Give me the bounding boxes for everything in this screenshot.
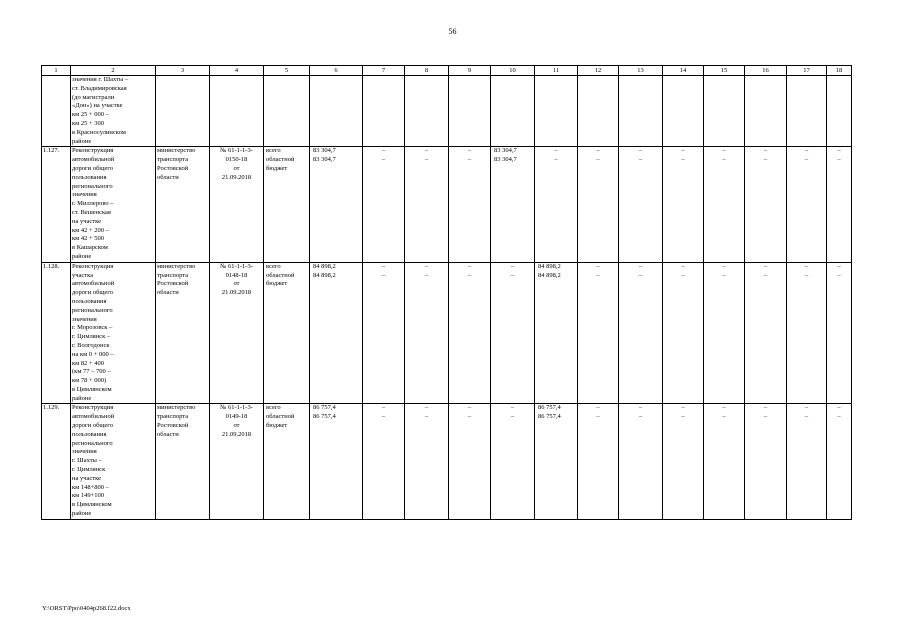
continuation-name-cell-line: (до магистрали <box>72 93 115 101</box>
amount-value: 83 304,7 <box>494 156 517 164</box>
amount-value: – <box>596 413 600 421</box>
empty-cell <box>787 76 827 147</box>
object-name-cell-line: км 149+100 <box>72 492 105 500</box>
amount-value: 83 304,7 <box>313 156 336 164</box>
expertise-conclusion-cell-line: 21.09.2018 <box>221 289 252 297</box>
object-name-cell-line: значения <box>72 191 97 199</box>
continuation-name-cell-line: в Красносулинском <box>72 128 126 136</box>
object-name-cell-line: на км 0 + 000 – <box>72 350 114 358</box>
amount-value: – <box>381 147 386 155</box>
column-header: 5 <box>264 66 310 76</box>
amount-value: – <box>596 262 600 270</box>
funding-source-cell-line: всего <box>266 147 281 155</box>
object-name-cell-line: г. Морозовск – <box>72 324 113 332</box>
expertise-conclusion-cell-line: № 61-1-1-3- <box>220 147 253 155</box>
amount-value: – <box>837 156 841 164</box>
expertise-conclusion-cell <box>210 404 264 519</box>
object-name-cell-line: дороги общего <box>72 164 114 172</box>
funding-source-cell-line: областной <box>266 156 295 164</box>
value-cell <box>704 404 745 519</box>
amount-value: – <box>722 413 726 421</box>
continuation-name-cell-line: км 25 + 300 <box>72 119 105 127</box>
object-name-cell-line: км 78 + 000) <box>72 377 107 385</box>
amount-value: – <box>763 156 768 164</box>
amount-value: – <box>467 413 472 421</box>
continuation-name-cell-line: ст. Владимировская <box>72 84 127 92</box>
value-cell <box>663 262 704 404</box>
responsible-executor-cell-line: области <box>157 289 179 297</box>
value-cell <box>405 147 449 262</box>
amount-value: – <box>510 404 515 412</box>
continuation-row <box>42 76 852 147</box>
amount-value: – <box>554 156 558 164</box>
amount-value: – <box>681 271 685 279</box>
amount-value: – <box>424 147 429 155</box>
amount-value: – <box>763 262 768 270</box>
object-name-cell-line: пользования <box>72 430 107 438</box>
expertise-conclusion-cell-line: от <box>233 422 240 430</box>
empty-cell <box>578 76 619 147</box>
funding-source-cell <box>264 147 310 262</box>
empty-cell <box>827 76 852 147</box>
footer-file-path: Y:\ORST\Ppo\0404p268.f22.docx <box>42 605 131 612</box>
amount-value: – <box>381 262 386 270</box>
column-header: 2 <box>71 66 156 76</box>
value-cell <box>663 404 704 519</box>
empty-cell <box>210 76 264 147</box>
value-cell <box>578 404 619 519</box>
amount-value: – <box>837 271 841 279</box>
amount-value: – <box>510 413 515 421</box>
amount-value: 86 757,4 <box>313 413 336 421</box>
amount-value: – <box>424 156 429 164</box>
header-row <box>42 66 852 76</box>
empty-cell <box>310 76 363 147</box>
amount-value: – <box>467 271 472 279</box>
object-name-cell-line: Реконструкция <box>72 262 114 270</box>
amount-value: – <box>596 271 600 279</box>
funding-source-cell-line: бюджет <box>266 280 288 288</box>
object-name-cell-line: (км 77 – 700 – <box>72 368 111 376</box>
amount-value: – <box>381 271 386 279</box>
amount-value: – <box>837 262 841 270</box>
responsible-executor-cell-line: Ростовской <box>157 422 189 430</box>
object-name-cell <box>71 262 156 404</box>
object-name-cell-line: г. Миллерово – <box>72 200 114 208</box>
responsible-executor-cell <box>156 404 210 519</box>
empty-cell <box>156 76 210 147</box>
responsible-executor-cell-line: министерство <box>157 147 196 155</box>
funding-source-cell-line: бюджет <box>266 422 288 430</box>
value-cell <box>619 404 663 519</box>
object-name-cell-line: пользования <box>72 297 107 305</box>
responsible-executor-cell-line: области <box>157 173 179 181</box>
value-cell <box>745 147 787 262</box>
value-cell <box>535 262 578 404</box>
object-name-cell-line: км 42 + 500 <box>72 235 105 243</box>
value-cell <box>787 404 827 519</box>
value-cell <box>310 404 363 519</box>
amount-value: – <box>837 404 841 412</box>
object-name-cell-line: пользования <box>72 173 107 181</box>
value-cell <box>663 147 704 262</box>
amount-value: – <box>763 147 768 155</box>
column-header: 10 <box>491 66 535 76</box>
expertise-conclusion-cell-line: от <box>233 280 240 288</box>
expertise-conclusion-cell-line: от <box>233 164 240 172</box>
amount-value: – <box>596 156 600 164</box>
amount-value: – <box>424 413 429 421</box>
expertise-conclusion-cell-line: № 61-1-1-3- <box>220 404 253 412</box>
object-name-cell-line: в Кашарском <box>72 244 108 252</box>
object-name-cell-line: км 148+800 – <box>72 483 109 491</box>
column-header: 15 <box>704 66 745 76</box>
empty-cell <box>704 76 745 147</box>
amount-value: – <box>681 262 685 270</box>
column-header: 1 <box>42 66 71 76</box>
amount-value: 84 898,2 <box>538 271 561 279</box>
amount-value: – <box>638 404 643 412</box>
amount-value: – <box>804 271 809 279</box>
page-number: 56 <box>448 27 457 36</box>
responsible-executor-cell-line: Ростовской <box>157 164 189 172</box>
table-row <box>42 147 852 262</box>
amount-value: – <box>467 156 472 164</box>
amount-value: – <box>681 413 685 421</box>
value-cell <box>405 262 449 404</box>
funding-source-cell <box>264 262 310 404</box>
column-header: 13 <box>619 66 663 76</box>
amount-value: 83 304,7 <box>313 147 336 155</box>
expertise-conclusion-cell-line: 0150-18 <box>225 156 248 164</box>
amount-value: – <box>638 413 643 421</box>
funding-source-cell-line: областной <box>266 413 295 421</box>
amount-value: – <box>638 271 643 279</box>
object-name-cell-line: в Цимлянском <box>72 385 112 393</box>
value-cell <box>310 147 363 262</box>
object-name-cell-line: км 42 + 200 – <box>72 226 109 234</box>
amount-value: – <box>804 262 809 270</box>
amount-value: – <box>638 262 643 270</box>
row-number-cell: 1.128. <box>42 262 71 404</box>
amount-value: – <box>804 404 809 412</box>
expertise-conclusion-cell-line: 21.09.2018 <box>221 430 252 438</box>
value-cell <box>449 147 491 262</box>
expertise-conclusion-cell-line: № 61-1-1-3- <box>220 262 253 270</box>
funding-source-cell-line: областной <box>266 271 295 279</box>
responsible-executor-cell-line: Ростовской <box>157 280 189 288</box>
amount-value: – <box>638 156 643 164</box>
column-header: 4 <box>210 66 264 76</box>
empty-cell <box>42 76 71 147</box>
row-number-cell: 1.129. <box>42 404 71 519</box>
expertise-conclusion-cell <box>210 147 264 262</box>
continuation-name-cell-line: «Дон») на участке <box>72 102 123 110</box>
amount-value: – <box>804 156 809 164</box>
value-cell <box>363 147 405 262</box>
amount-value: – <box>837 147 841 155</box>
value-cell <box>827 262 852 404</box>
column-header: 18 <box>827 66 852 76</box>
object-name-cell-line: автомобильной <box>72 413 115 421</box>
expertise-conclusion-cell-line: 0148-18 <box>225 271 248 279</box>
responsible-executor-cell-line: министерство <box>157 404 196 412</box>
empty-cell <box>535 76 578 147</box>
amount-value: – <box>722 271 726 279</box>
empty-cell <box>449 76 491 147</box>
value-cell <box>535 404 578 519</box>
amount-value: – <box>681 147 685 155</box>
amount-value: – <box>381 413 386 421</box>
amount-value: – <box>722 156 726 164</box>
object-name-cell-line: на участке <box>72 474 101 482</box>
value-cell <box>619 147 663 262</box>
object-name-cell-line: в Цимлянском <box>72 501 112 509</box>
value-cell <box>405 404 449 519</box>
object-name-cell <box>71 404 156 519</box>
amount-value: – <box>681 404 685 412</box>
funding-source-cell-line: всего <box>266 262 281 270</box>
object-name-cell-line: г. Цимлянск <box>72 466 106 474</box>
expertise-conclusion-cell-line: 21.09.2018 <box>221 173 252 181</box>
object-name-cell-line: значения <box>72 448 97 456</box>
amount-value: – <box>467 262 472 270</box>
amount-value: 86 757,4 <box>313 404 336 412</box>
amount-value: – <box>763 271 768 279</box>
responsible-executor-cell-line: транспорта <box>157 413 189 421</box>
object-name-cell-line: автомобильной <box>72 156 115 164</box>
amount-value: – <box>804 147 809 155</box>
object-name-cell-line: Реконструкция <box>72 147 114 155</box>
financing-table <box>41 65 852 520</box>
responsible-executor-cell <box>156 262 210 404</box>
column-header: 16 <box>745 66 787 76</box>
empty-cell <box>264 76 310 147</box>
column-header: 8 <box>405 66 449 76</box>
value-cell <box>310 262 363 404</box>
object-name-cell-line: г. Волгодонск <box>72 341 110 349</box>
value-cell <box>449 404 491 519</box>
amount-value: – <box>681 156 685 164</box>
amount-value: 84 898,2 <box>313 271 336 279</box>
empty-cell <box>663 76 704 147</box>
column-header: 3 <box>156 66 210 76</box>
object-name-cell-line: г. Шахты – <box>72 457 102 465</box>
object-name-cell-line: районе <box>72 252 92 260</box>
empty-cell <box>745 76 787 147</box>
funding-source-cell <box>264 404 310 519</box>
value-cell <box>827 404 852 519</box>
value-cell <box>578 262 619 404</box>
object-name-cell-line: автомобильной <box>72 280 115 288</box>
amount-value: – <box>510 271 515 279</box>
column-header: 6 <box>310 66 363 76</box>
amount-value: 83 304,7 <box>494 147 517 155</box>
amount-value: 84 898,2 <box>313 262 336 270</box>
value-cell <box>619 262 663 404</box>
column-header: 14 <box>663 66 704 76</box>
amount-value: – <box>638 147 643 155</box>
value-cell <box>787 147 827 262</box>
empty-cell <box>405 76 449 147</box>
value-cell <box>827 147 852 262</box>
continuation-name-cell-line: км 25 + 000 – <box>72 111 109 119</box>
responsible-executor-cell <box>156 147 210 262</box>
amount-value: – <box>424 271 429 279</box>
value-cell <box>449 262 491 404</box>
object-name-cell-line: на участке <box>72 217 101 225</box>
continuation-name-cell-line: значения г. Шахты – <box>72 76 129 83</box>
funding-source-cell-line: бюджет <box>266 164 288 172</box>
object-name-cell-line: дороги общего <box>72 422 114 430</box>
object-name-cell-line: регионального <box>72 182 113 190</box>
continuation-name-cell-line: районе <box>72 137 92 145</box>
object-name-cell <box>71 147 156 262</box>
object-name-cell-line: значения <box>72 315 97 323</box>
object-name-cell-line: ст. Вешенская <box>72 208 111 216</box>
amount-value: – <box>424 404 429 412</box>
empty-cell <box>363 76 405 147</box>
amount-value: – <box>722 262 726 270</box>
column-header: 12 <box>578 66 619 76</box>
funding-source-cell-line: всего <box>266 404 281 412</box>
amount-value: – <box>763 404 768 412</box>
value-cell <box>745 262 787 404</box>
amount-value: – <box>467 147 472 155</box>
amount-value: 86 757,4 <box>538 413 561 421</box>
amount-value: 84 898,2 <box>538 262 561 270</box>
object-name-cell-line: км 82 + 400 <box>72 359 105 367</box>
column-header: 17 <box>787 66 827 76</box>
value-cell <box>491 404 535 519</box>
object-name-cell-line: регионального <box>72 439 113 447</box>
object-name-cell-line: дороги общего <box>72 289 114 297</box>
responsible-executor-cell-line: транспорта <box>157 271 189 279</box>
column-header: 7 <box>363 66 405 76</box>
empty-cell <box>619 76 663 147</box>
amount-value: – <box>722 404 726 412</box>
expertise-conclusion-cell-line: 0149-18 <box>225 413 248 421</box>
table-row <box>42 404 852 519</box>
amount-value: – <box>722 147 726 155</box>
object-name-cell-line: районе <box>72 394 92 402</box>
value-cell <box>578 147 619 262</box>
responsible-executor-cell-line: области <box>157 430 179 438</box>
amount-value: – <box>424 262 429 270</box>
amount-value: 86 757,4 <box>538 404 561 412</box>
value-cell <box>363 262 405 404</box>
empty-cell <box>491 76 535 147</box>
value-cell <box>535 147 578 262</box>
row-number-cell: 1.127. <box>42 147 71 262</box>
continuation-name-cell <box>71 76 156 147</box>
responsible-executor-cell-line: транспорта <box>157 156 189 164</box>
table-row <box>42 262 852 404</box>
column-header: 9 <box>449 66 491 76</box>
amount-value: – <box>554 147 558 155</box>
object-name-cell-line: участка <box>72 271 94 279</box>
amount-value: – <box>596 404 600 412</box>
column-header: 11 <box>535 66 578 76</box>
responsible-executor-cell-line: министерство <box>157 262 196 270</box>
value-cell <box>491 147 535 262</box>
object-name-cell-line: Реконструкция <box>72 404 114 412</box>
value-cell <box>363 404 405 519</box>
amount-value: – <box>596 147 600 155</box>
expertise-conclusion-cell <box>210 262 264 404</box>
amount-value: – <box>381 404 386 412</box>
object-name-cell-line: г. Цимлянск – <box>72 333 111 341</box>
amount-value: – <box>467 404 472 412</box>
value-cell <box>704 147 745 262</box>
amount-value: – <box>381 156 386 164</box>
amount-value: – <box>837 413 841 421</box>
amount-value: – <box>510 262 515 270</box>
amount-value: – <box>804 413 809 421</box>
value-cell <box>704 262 745 404</box>
amount-value: – <box>763 413 768 421</box>
value-cell <box>787 262 827 404</box>
object-name-cell-line: регионального <box>72 306 113 314</box>
value-cell <box>491 262 535 404</box>
object-name-cell-line: районе <box>72 510 92 518</box>
value-cell <box>745 404 787 519</box>
